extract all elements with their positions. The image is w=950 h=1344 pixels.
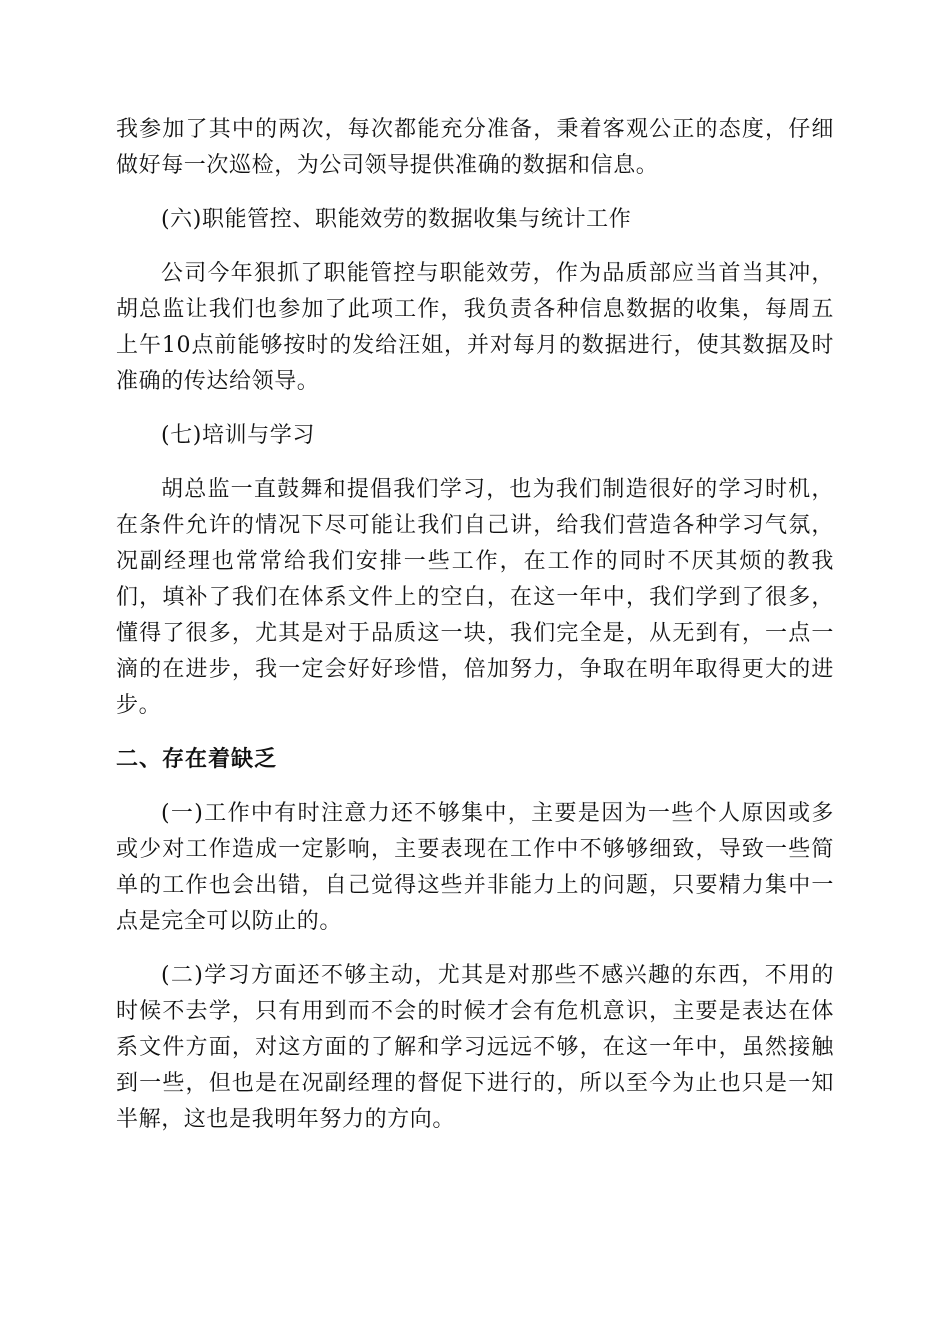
document-body [116, 112, 834, 1156]
subheading-seven: (七)培训与学习 [161, 423, 315, 448]
subheading-six: (六)职能管控、职能效劳的数据收集与统计工作 [161, 207, 632, 232]
paragraph-shortcoming-one: (一)工作中有时注意力还不够集中，主要是因为一些个人原因或多或少对工作造成一定影响，主要表现在工作中不够够细致，导致一些简单的工作也会出错，自己觉得这些并非能力上的问题，只要精力集中一点是完全可以防止的。 [116, 801, 834, 934]
paragraph-shortcoming-two: (二)学习方面还不够主动，尤其是对那些不感兴趣的东西，不用的时候不去学，只有用到而不会的时候才会有危机意识，主要是表达在体系文件方面，对这方面的了解和学习远远不够，在这一年中，虽然接触到一些，但也是在况副经理的督促下进行的，所以至今为止也只是一知半解，这也是我明年努力的方向。 [116, 963, 834, 1132]
section-heading-shortcomings: 二、存在着缺乏 [116, 747, 278, 772]
paragraph-inspection: 我参加了其中的两次，每次都能充分准备，秉着客观公正的态度，仔细做好每一次巡检，为公司领导提供准确的数据和信息。 [116, 117, 834, 178]
paragraph-training: 胡总监一直鼓舞和提倡我们学习，也为我们制造很好的学习时机，在条件允许的情况下尽可能让我们自己讲，给我们营造各种学习气氛，况副经理也常常给我们安排一些工作，在工作的同时不厌其烦的教我们，填补了我们在体系文件上的空白，在这一年中，我们学到了很多，懂得了很多，尤其是对于品质这一块，我们完全是，从无到有，一点一滴的在进步，我一定会好好珍惜，倍加努力，争取在明年取得更大的进步。 [116, 477, 834, 718]
paragraph-data-collection: 公司今年狠抓了职能管控与职能效劳，作为品质部应当首当其冲，胡总监让我们也参加了此项工作，我负责各种信息数据的收集，每周五上午10点前能够按时的发给汪姐，并对每月的数据进行，使其数据及时准确的传达给领导。 [116, 261, 834, 394]
